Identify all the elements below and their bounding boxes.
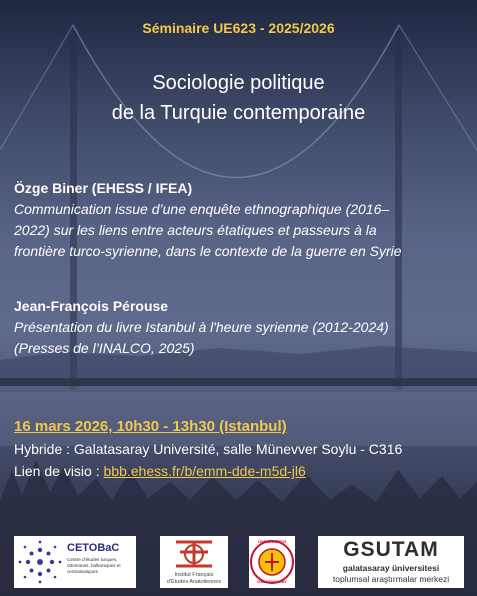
- speaker-biner: [14, 178, 466, 262]
- galatasaray-university-seal: [249, 536, 295, 588]
- seal-text-bottom: GALATASARAY: [257, 579, 287, 584]
- gsutam-logo: [318, 536, 464, 588]
- speaker-name: Jean-François Pérouse: [14, 298, 169, 314]
- title-line-1: Sociologie politique: [152, 72, 325, 94]
- poster-title: [0, 68, 477, 128]
- speaker-perouse: [14, 296, 466, 359]
- cetobac-subtitle: [67, 557, 121, 575]
- event-venue: Hybride : Galatasaray Université, salle Münevver Soylu - C316: [14, 441, 403, 457]
- visio-line: [14, 463, 306, 479]
- visio-label: Lien de visio :: [14, 463, 104, 479]
- cetobac-subtitle-line: ottomanes, balkaniques et: [67, 563, 121, 568]
- partner-logos: [0, 528, 477, 596]
- seal-text-top: ÜNİVERSİTESİ: [258, 539, 286, 544]
- title-line-2: de la Turquie contemporaine: [111, 102, 366, 124]
- description-line: Présentation du livre Istanbul à l'heure syrienne (2012-2024): [14, 319, 389, 335]
- ifea-subtitle: [160, 572, 228, 586]
- cetobac-subtitle-line: Centre d’études turques,: [67, 557, 118, 562]
- seminar-label: Séminaire UE623 - 2025/2026: [142, 20, 335, 36]
- description-line: (Presses de l’INALCO, 2025): [14, 340, 195, 356]
- visio-link[interactable]: bbb.ehess.fr/b/emm-dde-m5d-jl6: [103, 463, 306, 479]
- description-line: Communication issue d’une enquête ethnographique (2016–: [14, 201, 390, 217]
- cetobac-logo: [14, 536, 136, 588]
- speaker-description: [14, 199, 466, 262]
- speaker-name: Özge Biner (EHESS / IFEA): [14, 180, 193, 196]
- description-line: 2022) sur les liens entre acteurs étatiques et passeurs à la: [14, 222, 377, 238]
- description-line: frontière turco-syrienne, dans le contexte de la guerre en Syrie: [14, 243, 402, 259]
- gsutam-name: GSUTAM: [343, 538, 439, 561]
- cetobac-name: CETOBaC: [67, 542, 120, 554]
- gsutam-subtitle-1: galatasaray üniversitesi: [342, 563, 440, 573]
- speaker-description: [14, 317, 466, 359]
- event-date-time: 16 mars 2026, 10h30 - 13h30 (Istanbul): [14, 418, 287, 435]
- cetobac-subtitle-line: centrasiatiques: [67, 569, 98, 574]
- ifea-subtitle-line: Institut Français: [174, 572, 214, 578]
- gsutam-subtitle-2: toplumsal araştırmalar merkezi: [332, 574, 450, 584]
- ifea-logo: [160, 536, 228, 588]
- ifea-subtitle-line: d'Études Anatoliennes: [166, 579, 222, 585]
